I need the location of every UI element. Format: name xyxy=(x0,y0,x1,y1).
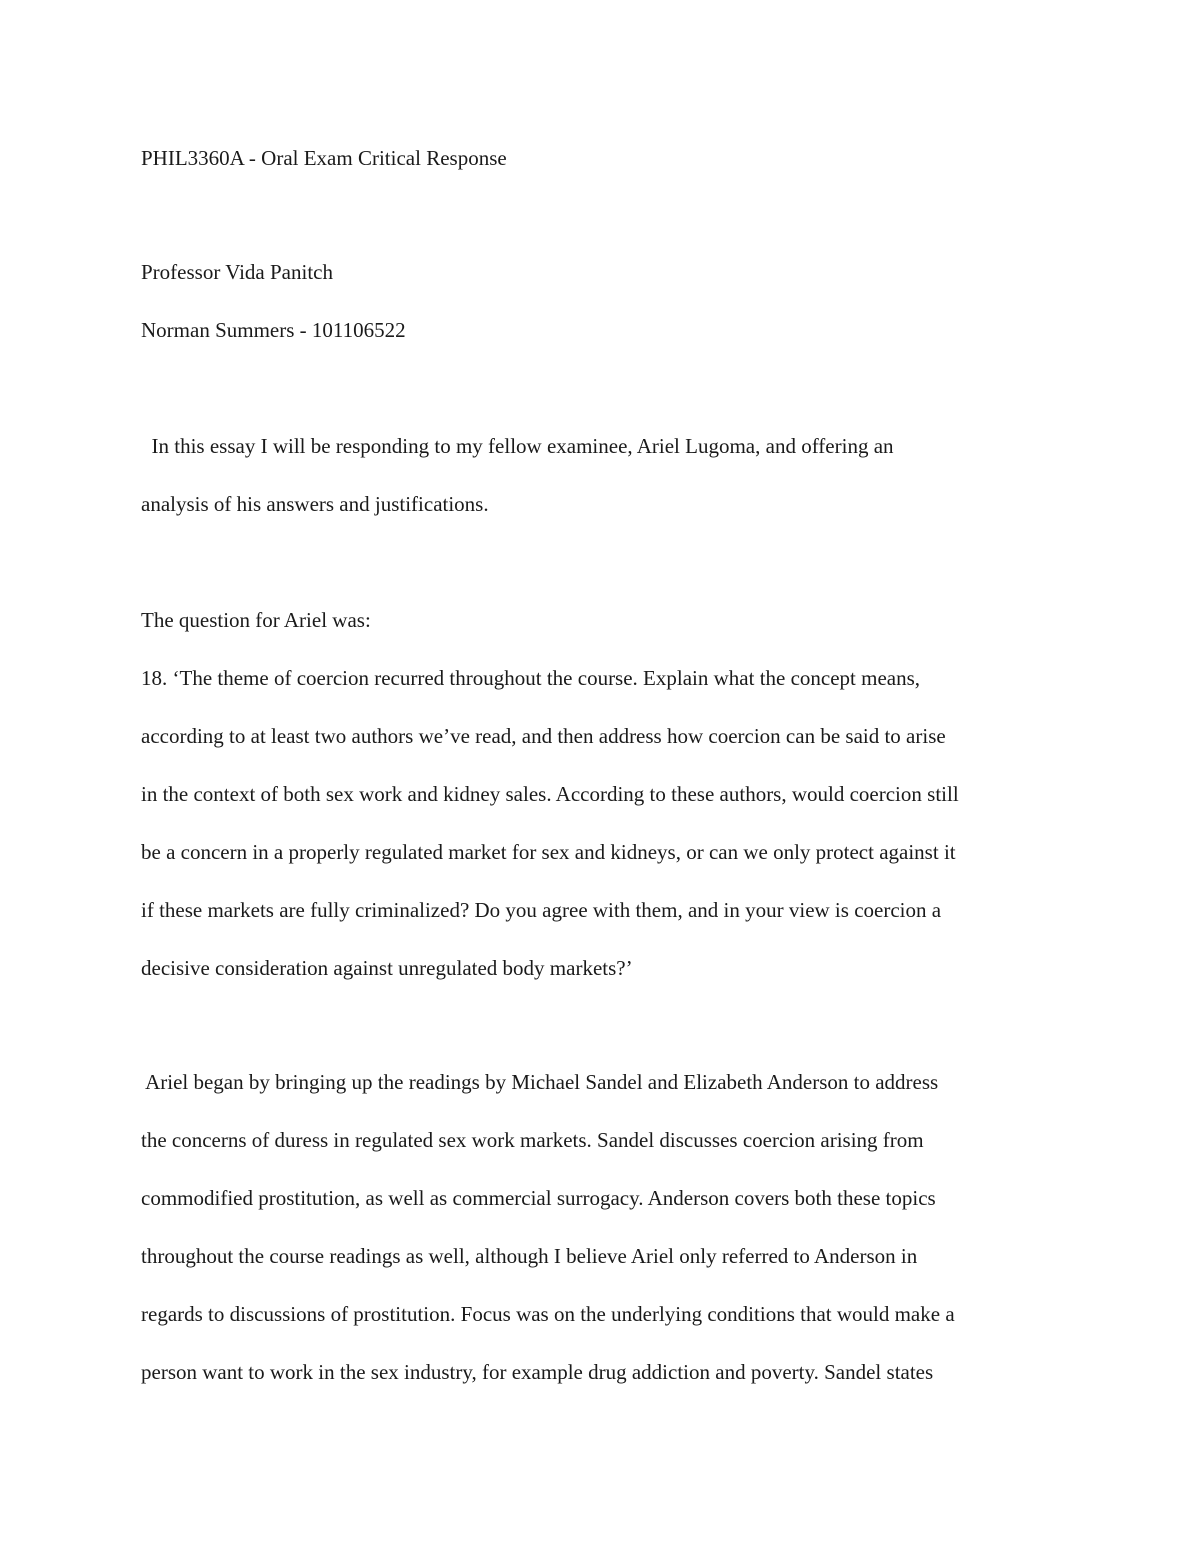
body-line: throughout the course readings as well, although I believe Ariel only referred to Anderson in xyxy=(141,1244,918,1268)
question-line: be a concern in a properly regulated market for sex and kidneys, or can we only protect against it xyxy=(141,840,956,864)
body-line: person want to work in the sex industry, for example drug addiction and poverty. Sandel states xyxy=(141,1360,934,1384)
professor-name: Professor Vida Panitch xyxy=(141,260,333,284)
question-line: if these markets are fully criminalized? Do you agree with them, and in your view is coercion a xyxy=(141,898,942,922)
body-line: commodified prostitution, as well as commercial surrogacy. Anderson covers both these topics xyxy=(141,1186,936,1210)
intro-line: In this essay I will be responding to my fellow examinee, Ariel Lugoma, and offering an xyxy=(141,434,894,458)
question-line: 18. ‘The theme of coercion recurred throughout the course. Explain what the concept means, xyxy=(141,666,921,690)
question-label: The question for Ariel was: xyxy=(141,608,371,632)
question-line: according to at least two authors we’ve read, and then address how coercion can be said to arise xyxy=(141,724,946,748)
question-line: decisive consideration against unregulated body markets?’ xyxy=(141,956,633,980)
body-line: the concerns of duress in regulated sex work markets. Sandel discusses coercion arising from xyxy=(141,1128,924,1152)
student-info: Norman Summers - 101106522 xyxy=(141,318,406,342)
body-line: Ariel began by bringing up the readings by Michael Sandel and Elizabeth Anderson to address xyxy=(141,1070,939,1094)
intro-line: analysis of his answers and justifications. xyxy=(141,492,489,516)
document-title: PHIL3360A - Oral Exam Critical Response xyxy=(141,146,507,170)
question-line: in the context of both sex work and kidney sales. According to these authors, would coercion still xyxy=(141,782,959,806)
body-line: regards to discussions of prostitution. Focus was on the underlying conditions that would make a xyxy=(141,1302,955,1326)
